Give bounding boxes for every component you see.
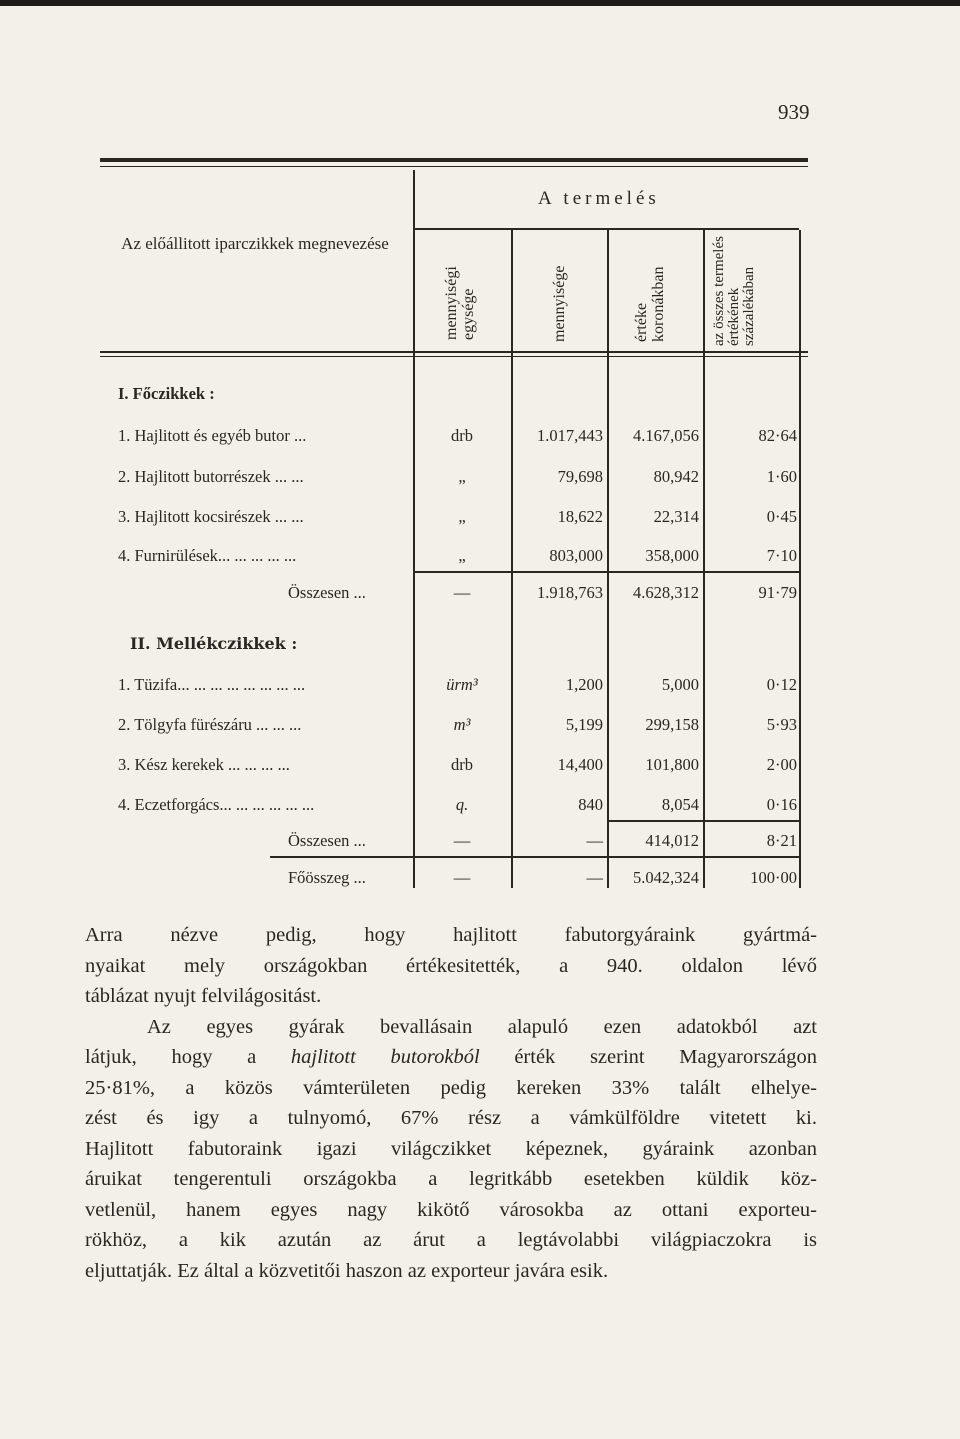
subtotal-label: Összesen ... [288,831,366,850]
paragraph-line: áruikat tengerentuli országokba a legritkább esetekben küldik köz- [85,1168,817,1190]
table-row-name: 1. Tüzifa... ... ... ... ... ... ... ... [118,675,306,694]
col-divider [413,170,415,888]
paragraph-line: 25·81%, a közös vámterületen pedig kereken 33% talált elhelye- [85,1077,817,1099]
paragraph-line: vetlenül, hanem egyes nagy kikötő városokba az ottani exporteu- [85,1199,817,1221]
subtotal-rule [413,571,799,573]
table-row-value: 358,000 [645,546,699,565]
table-row-name: 4. Furnirülések... ... ... ... ... [118,546,297,565]
col-divider [799,230,801,888]
grand-total-rule [270,856,799,858]
table-row-quantity: 1.017,443 [537,426,603,445]
table-row-name: 1. Hajlitott és egyéb butor ... [118,426,307,445]
header-bottom-rule [100,351,808,353]
subtotal-value: 4.628,312 [633,583,699,602]
table-row-percent: 2·00 [766,755,797,774]
grand-total-unit: — [453,868,471,887]
table-row-value: 8,054 [661,795,699,814]
table-row-unit: drb [451,426,473,445]
paragraph-line: eljuttatják. Ez által a közvetitői haszon az exporteur javára esik. [85,1260,609,1282]
subtotal-unit: — [453,583,471,602]
paragraph-line: táblázat nyujt felvilágositást. [85,985,322,1007]
table-top-rule-thin [100,166,808,167]
percent-column-header: az összes termelés értékének százalékában [711,236,757,346]
table-row-name: 2. Hajlitott butorrészek ... ... [118,467,304,486]
table-row-value: 299,158 [645,715,699,734]
paragraph-line: Arra nézve pedig, hogy hajlitott fabutorgyáraink gyártmá- [85,924,817,946]
header-bottom-rule-thin [100,356,808,357]
table-row-unit: „ [458,546,466,565]
paragraph-line: Az egyes gyárak bevallásain alapuló ezen adatokból azt [147,1016,817,1038]
table-row-unit: „ [458,467,466,486]
unit-column-header: mennyiségi egysége [443,266,477,340]
production-group-header: A termelés [538,188,660,209]
table-row-value: 4.167,056 [633,426,699,445]
paragraph-line: rökhöz, a kik azután az árut a legtávolabbi világpiaczokra is [85,1229,817,1251]
table-row-quantity: 79,698 [557,467,603,486]
table-row-percent: 0·45 [766,507,797,526]
table-row-name: 3. Hajlitott kocsirészek ... ... [118,507,304,526]
table-row-value: 101,800 [645,755,699,774]
paragraph-line: Hajlitott fabutoraink igazi világczikket képeznek, gyáraink azonban [85,1138,817,1160]
top-border [0,0,960,6]
subtotal-quantity: 1.918,763 [537,583,603,602]
table-row-name: 4. Eczetforgács... ... ... ... ... ... [118,795,315,814]
paragraph-line: nyaikat mely országokban értékesitették, a 940. oldalon lévő [85,955,817,977]
table-row-percent: 7·10 [766,546,797,565]
quantity-column-header: mennyisége [551,265,568,342]
subtotal-quantity: — [586,831,603,850]
table-row-percent: 0·12 [766,675,797,694]
table-row-value: 22,314 [653,507,699,526]
paragraph-line [85,1042,817,1073]
subtotal-label: Összesen ... [288,583,366,602]
col-divider [511,230,513,888]
text-span: érték szerint Magyarországon [479,1046,817,1068]
table-row-percent: 5·93 [766,715,797,734]
subtotal-rule [607,820,799,822]
subtotal-value: 414,012 [645,831,699,850]
emphasis-span: hajlitott butorokból [290,1046,480,1068]
value-column-header: értéke koronákban [633,266,667,342]
item-column-header: Az előállitott iparczikkek megnevezése [121,234,389,253]
subtotal-percent: 91·79 [758,583,797,602]
table-row-name: 2. Tölgyfa fürészáru ... ... ... [118,715,302,734]
table-row-quantity: 1,200 [565,675,603,694]
col-divider [607,230,609,888]
grand-total-value: 5.042,324 [633,868,699,887]
grand-total-quantity: — [586,868,603,887]
table-row-unit: drb [451,755,473,774]
table-row-quantity: 14,400 [557,755,603,774]
table-top-rule [100,158,808,162]
grand-total-label: Főösszeg ... [288,868,366,887]
table-row-unit: ürm³ [446,675,478,694]
table-row-quantity: 18,622 [557,507,603,526]
table-row-quantity: 803,000 [549,546,603,565]
subtotal-unit: — [453,831,471,850]
grand-total-percent: 100·00 [750,868,797,887]
page-number: 939 [778,100,810,124]
section-title: I. Főczikkek : [118,384,215,403]
table-row-quantity: 5,199 [565,715,603,734]
table-row-value: 5,000 [661,675,699,694]
table-row-value: 80,942 [653,467,699,486]
section-title: II. Mellékczikkek : [130,634,298,653]
table-row-quantity: 840 [578,795,603,814]
table-row-name: 3. Kész kerekek ... ... ... ... [118,755,290,774]
table-row-unit: m³ [453,715,471,734]
table-row-percent: 0·16 [766,795,797,814]
table-row-unit: q. [455,795,469,814]
table-row-percent: 82·64 [758,426,797,445]
table-row-percent: 1·60 [766,467,797,486]
subtotal-percent: 8·21 [766,831,797,850]
paragraph-line: zést és igy a tulnyomó, 67% rész a vámkülföldre vitetett ki. [85,1107,817,1129]
table-row-unit: „ [458,507,466,526]
col-divider [703,230,705,888]
text-span: látjuk, hogy a [85,1046,291,1068]
